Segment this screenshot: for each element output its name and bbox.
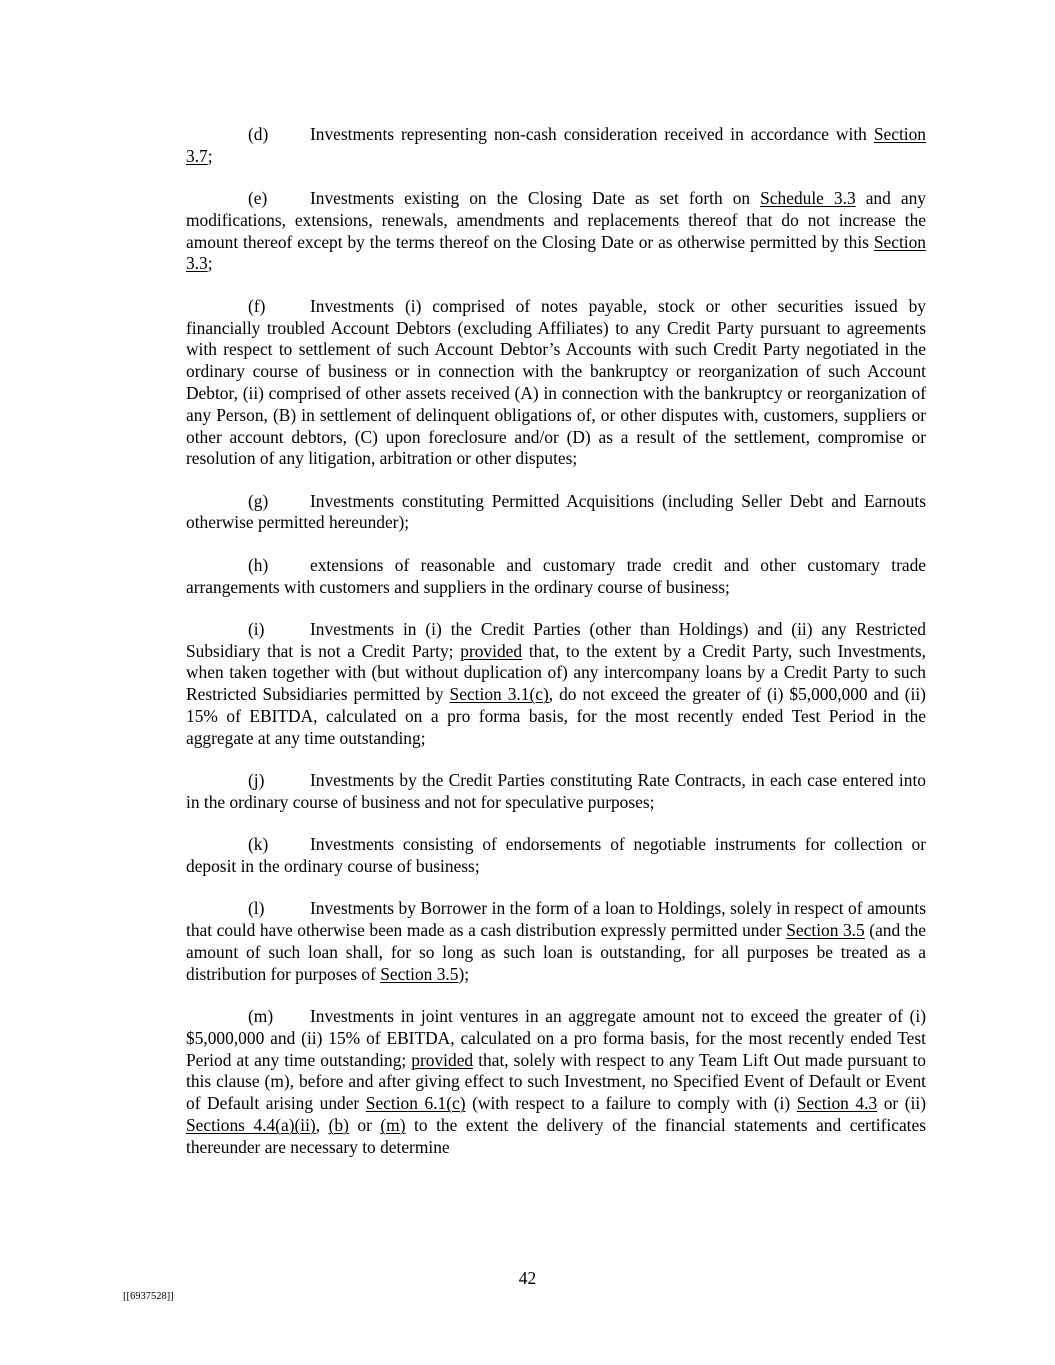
clause-text: , do not exceed the greater of (i) $5,000,000 and (ii) 15% of EBITDA, calculated on a pro forma basis, for the most recently ended Test Period in the aggregate at any time outstanding; xyxy=(186,684,926,748)
cross-reference: Section 3.1(c) xyxy=(449,684,549,705)
cross-reference: Section 3.3 xyxy=(186,231,926,274)
clause-text: that, solely with respect to any Team Lift Out made pursuant to this clause (m), before and after giving effect to such Investment, no Specified Event of Default or Event of Default arising under xyxy=(186,1049,926,1114)
clause-label: (e) xyxy=(248,188,268,209)
cross-reference: Schedule 3.3 xyxy=(760,188,856,209)
clause-label: (k) xyxy=(248,834,269,855)
clause-text: to the extent the delivery of the financial statements and certificates thereunder are necessary to determine xyxy=(186,1114,926,1157)
clause-text: (with respect to a failure to comply with (i) xyxy=(465,1093,797,1114)
clause-paragraph xyxy=(186,124,926,168)
clause-label: (g) xyxy=(248,490,269,511)
page-number: 42 xyxy=(518,1268,537,1288)
clause-paragraph xyxy=(186,834,926,878)
clause-text: ; xyxy=(207,253,213,274)
cross-reference: (b) xyxy=(328,1114,349,1135)
cross-reference: provided xyxy=(411,1049,474,1070)
cross-reference: Section 3.5 xyxy=(786,920,865,941)
clause-text: Investments in (i) the Credit Parties (other than Holdings) and (ii) any Restricted Subsidiary that is not a Credit Party; xyxy=(186,618,926,661)
clause-text: that, to the extent by a Credit Party, such Investments, when taken together with (but without duplication of) any intercompany loans by a Credit Party to such Restricted Subsidiaries permitted by xyxy=(186,640,926,705)
clause-text: ; xyxy=(207,145,213,166)
clause-paragraph xyxy=(186,1006,926,1159)
clause-text: (and the amount of such loan shall, for so long as such loan is outstanding, for all purposes be treated as a distribution for purposes of xyxy=(186,920,927,984)
clause-label: (i) xyxy=(248,618,265,639)
clause-text: or (ii) xyxy=(877,1093,926,1114)
clause-paragraph xyxy=(186,898,926,985)
clause-text: or xyxy=(348,1114,381,1135)
document-body xyxy=(186,124,926,1179)
clause-text: Investments (i) comprised of notes payable, stock or other securities issued by financially troubled Account Debtors (excluding Affiliates) to any Credit Party pursuant to agreements with respect to settlement of such Account Debtor’s Accounts with such Credit Party negotiated in the ordinary course of business or in connection with the bankruptcy or reorganization of such Account Debtor, (ii) comprised of other assets received (A) in connection with the bankruptcy or reorganization of any Person, (B) in settlement of delinquent obligations of, or other disputes with, customers, suppliers or other account debtors, (C) upon foreclosure and/or (D) as a result of the settlement, compromise or resolution of any litigation, arbitration or other disputes; xyxy=(186,295,926,469)
clause-text: Investments by the Credit Parties constituting Rate Contracts, in each case entered into in the ordinary course of business and not for speculative purposes; xyxy=(186,770,926,812)
cross-reference: provided xyxy=(460,640,523,661)
cross-reference: Section 3.7 xyxy=(186,124,926,166)
clause-text: Investments consisting of endorsements of negotiable instruments for collection or deposit in the ordinary course of business; xyxy=(186,834,926,877)
clause-paragraph xyxy=(186,770,926,814)
clause-paragraph xyxy=(186,188,926,275)
clause-paragraph xyxy=(186,296,926,470)
clause-paragraph xyxy=(186,491,926,535)
clause-label: (d) xyxy=(248,124,269,144)
clause-text: and any modifications, extensions, renewals, amendments and replacements thereof that do not increase the amount thereof except by the terms thereof on the Closing Date or as otherwise permitted by this xyxy=(186,188,926,252)
cross-reference: Section 3.5 xyxy=(380,963,459,984)
clause-paragraph xyxy=(186,555,926,599)
document-id: [[6937528]] xyxy=(123,1291,174,1302)
clause-text: Investments existing on the Closing Date as set forth on xyxy=(310,188,761,209)
clause-paragraph xyxy=(186,619,926,750)
clause-text: Investments representing non-cash consideration received in accordance with xyxy=(310,124,874,144)
clause-label: (m) xyxy=(248,1006,274,1026)
cross-reference: Section 4.3 xyxy=(796,1093,878,1114)
clause-label: (l) xyxy=(248,898,265,919)
clause-text: extensions of reasonable and customary trade credit and other customary trade arrangements with customers and suppliers in the ordinary course of business; xyxy=(186,554,926,597)
clause-text: , xyxy=(315,1114,329,1135)
clause-text: ); xyxy=(458,963,470,984)
clause-text: Investments by Borrower in the form of a loan to Holdings, solely in respect of amounts that could have otherwise been made as a cash distribution expressly permitted under xyxy=(186,898,926,941)
clause-text: Investments constituting Permitted Acquisitions (including Seller Debt and Earnouts otherwise permitted hereunder); xyxy=(186,490,926,533)
clause-text: Investments in joint ventures in an aggregate amount not to exceed the greater of (i) $5,000,000 and (ii) 15% of EBITDA, calculated on a pro forma basis, for the most recently ended Test Period at any time outstanding; xyxy=(186,1006,926,1070)
cross-reference: Sections 4.4(a)(ii) xyxy=(186,1114,316,1135)
cross-reference: (m) xyxy=(380,1114,406,1135)
cross-reference: Section 6.1(c) xyxy=(365,1093,466,1114)
clause-label: (h) xyxy=(248,554,269,575)
clause-label: (j) xyxy=(248,770,265,791)
clause-label: (f) xyxy=(248,295,266,316)
